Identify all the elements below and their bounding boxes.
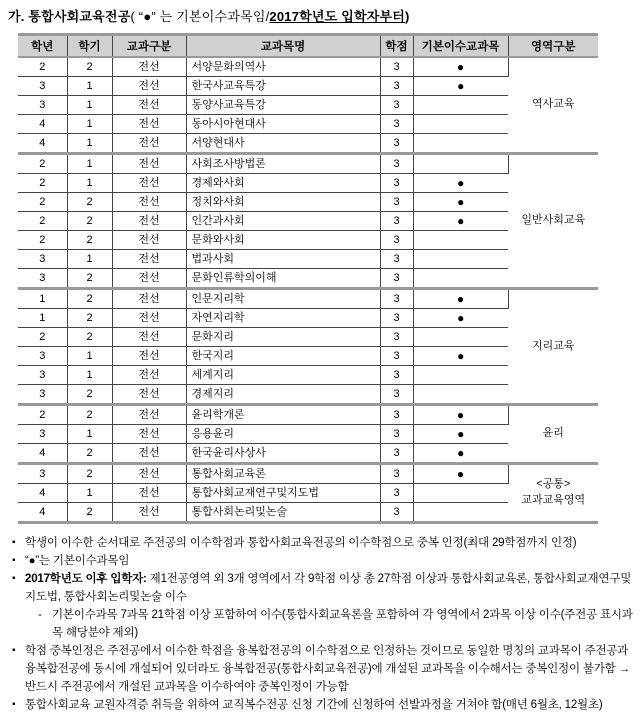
cell-credits: 3 <box>380 174 413 193</box>
cell-year: 3 <box>18 250 67 269</box>
cell-year: 3 <box>18 425 67 444</box>
footnote-text: 학생이 이수한 순서대로 주전공의 이수학점과 통합사회교육전공의 이수학점으로 중복 인정(최대 29학점까지 인정) <box>25 537 577 549</box>
cell-semester: 1 <box>67 115 112 134</box>
cell-course-name: 한국윤리사상사 <box>186 444 380 464</box>
cell-basic-marker <box>413 269 508 289</box>
cell-semester: 2 <box>67 444 112 464</box>
cell-year: 4 <box>18 134 67 154</box>
cell-course-name: 응용윤리 <box>186 425 380 444</box>
title-suffix: ) <box>405 9 410 24</box>
footnote <box>12 696 634 714</box>
cell-category: 전선 <box>112 347 186 366</box>
cell-course-name: 세계지리 <box>186 366 380 385</box>
cell-semester: 2 <box>67 385 112 405</box>
cell-area: 윤리 <box>508 405 598 464</box>
cell-category: 전선 <box>112 154 186 174</box>
cell-basic-marker: ● <box>413 405 508 425</box>
footnote <box>12 552 634 570</box>
cell-semester: 2 <box>67 503 112 523</box>
table-row <box>18 154 598 174</box>
cell-basic-marker <box>413 484 508 503</box>
table-row <box>18 57 598 77</box>
cell-basic-marker <box>413 134 508 154</box>
cell-year: 3 <box>18 385 67 405</box>
cell-semester: 2 <box>67 289 112 309</box>
cell-category: 전선 <box>112 193 186 212</box>
cell-credits: 3 <box>380 444 413 464</box>
cell-category: 전선 <box>112 250 186 269</box>
cell-semester: 2 <box>67 57 112 77</box>
cell-basic-marker <box>413 366 508 385</box>
cell-year: 1 <box>18 309 67 328</box>
cell-semester: 2 <box>67 328 112 347</box>
cell-credits: 3 <box>380 328 413 347</box>
footnote-text: 학점 중복인정은 주전공에서 이수한 학점을 융복합전공의 이수학점으로 인정하는 것이므로 동일한 명칭의 교과목이 주전공과 융복합전공에 동시에 개설되어 있더라도 융복합전공(통합사회교육전공)에 개설된 교과목을 이수해서는 중복인정이 불가함 → 반드시 주전공에서 개설된 교과목을 이수하여야 중복인정이 가능함 <box>25 645 630 693</box>
cell-course-name: 통합사회교재연구및지도법 <box>186 484 380 503</box>
cell-course-name: 통합사회논리및논술 <box>186 503 380 523</box>
cell-credits: 3 <box>380 115 413 134</box>
curriculum-table-body <box>18 57 598 523</box>
cell-year: 2 <box>18 193 67 212</box>
column-header-3: 교과목명 <box>186 35 380 58</box>
cell-credits: 3 <box>380 484 413 503</box>
footnote <box>12 642 634 696</box>
column-header-2: 교과구분 <box>112 35 186 58</box>
cell-course-name: 정치와사회 <box>186 193 380 212</box>
cell-basic-marker <box>413 231 508 250</box>
cell-course-name: 문화지리 <box>186 328 380 347</box>
cell-area: <공통> 교과교육영역 <box>508 464 598 523</box>
cell-course-name: 한국사교육특강 <box>186 77 380 96</box>
cell-basic-marker: ● <box>413 464 508 484</box>
cell-year: 2 <box>18 57 67 77</box>
column-header-4: 학점 <box>380 35 413 58</box>
cell-course-name: 경제지리 <box>186 385 380 405</box>
cell-credits: 3 <box>380 134 413 154</box>
cell-course-name: 자연지리학 <box>186 309 380 328</box>
cell-basic-marker: ● <box>413 57 508 77</box>
square-bullet-icon: ▪ <box>12 573 16 584</box>
cell-category: 전선 <box>112 464 186 484</box>
cell-basic-marker <box>413 503 508 523</box>
cell-basic-marker: ● <box>413 425 508 444</box>
cell-credits: 3 <box>380 269 413 289</box>
cell-basic-marker <box>413 115 508 134</box>
cell-semester: 1 <box>67 134 112 154</box>
curriculum-table <box>18 33 598 524</box>
footnote-text: 기본이수과목 7과목 21학점 이상 포함하여 이수(통합사회교육론을 포함하여 각 영역에서 2과목 이상 이수(주전공 표시과목 해당분야 제외) <box>52 609 633 639</box>
cell-year: 3 <box>18 269 67 289</box>
cell-course-name: 서양현대사 <box>186 134 380 154</box>
cell-semester: 1 <box>67 77 112 96</box>
cell-semester: 2 <box>67 309 112 328</box>
cell-credits: 3 <box>380 503 413 523</box>
cell-credits: 3 <box>380 212 413 231</box>
cell-semester: 2 <box>67 405 112 425</box>
cell-category: 전선 <box>112 231 186 250</box>
cell-semester: 1 <box>67 174 112 193</box>
cell-semester: 1 <box>67 425 112 444</box>
cell-semester: 1 <box>67 484 112 503</box>
cell-category: 전선 <box>112 174 186 193</box>
cell-course-name: 통합사회교육론 <box>186 464 380 484</box>
cell-course-name: 동아시아현대사 <box>186 115 380 134</box>
cell-semester: 1 <box>67 250 112 269</box>
cell-course-name: 동양사교육특강 <box>186 96 380 115</box>
cell-year: 2 <box>18 154 67 174</box>
cell-category: 전선 <box>112 96 186 115</box>
cell-credits: 3 <box>380 250 413 269</box>
cell-semester: 1 <box>67 347 112 366</box>
cell-credits: 3 <box>380 193 413 212</box>
cell-category: 전선 <box>112 425 186 444</box>
cell-category: 전선 <box>112 212 186 231</box>
cell-credits: 3 <box>380 425 413 444</box>
cell-semester: 2 <box>67 231 112 250</box>
cell-credits: 3 <box>380 385 413 405</box>
cell-credits: 3 <box>380 77 413 96</box>
title-emph: 2017학년도 입학자부터 <box>269 9 406 24</box>
cell-basic-marker: ● <box>413 309 508 328</box>
cell-course-name: 법과사회 <box>186 250 380 269</box>
cell-year: 2 <box>18 405 67 425</box>
cell-credits: 3 <box>380 464 413 484</box>
cell-credits: 3 <box>380 231 413 250</box>
cell-year: 4 <box>18 484 67 503</box>
cell-category: 전선 <box>112 385 186 405</box>
cell-year: 2 <box>18 212 67 231</box>
cell-course-name: 경제와사회 <box>186 174 380 193</box>
column-header-5: 기본이수교과목 <box>413 35 508 58</box>
cell-credits: 3 <box>380 289 413 309</box>
cell-year: 4 <box>18 444 67 464</box>
cell-year: 3 <box>18 464 67 484</box>
cell-semester: 2 <box>67 269 112 289</box>
cell-year: 4 <box>18 503 67 523</box>
cell-credits: 3 <box>380 366 413 385</box>
footnote-text: “●”는 기본이수과목임 <box>25 555 130 567</box>
cell-category: 전선 <box>112 57 186 77</box>
cell-basic-marker: ● <box>413 444 508 464</box>
cell-year: 2 <box>18 328 67 347</box>
cell-basic-marker <box>413 385 508 405</box>
cell-basic-marker: ● <box>413 193 508 212</box>
cell-credits: 3 <box>380 96 413 115</box>
cell-year: 3 <box>18 366 67 385</box>
cell-year: 3 <box>18 347 67 366</box>
cell-basic-marker <box>413 154 508 174</box>
cell-year: 3 <box>18 77 67 96</box>
cell-credits: 3 <box>380 154 413 174</box>
cell-basic-marker: ● <box>413 289 508 309</box>
footnote-text: 제1전공영역 외 3개 영역에서 각 9학점 이상 총 27학점 이상과 통합사회교육론, 통합사회교재연구및지도법, 통합사회논리및논술 이수 <box>25 573 632 603</box>
cell-course-name: 문화인류학의이해 <box>186 269 380 289</box>
dash-bullet-icon: - <box>38 609 42 621</box>
table-row <box>18 289 598 309</box>
cell-basic-marker: ● <box>413 347 508 366</box>
footnote <box>12 534 634 552</box>
cell-course-name: 서양문화의역사 <box>186 57 380 77</box>
cell-credits: 3 <box>380 347 413 366</box>
cell-course-name: 인간과사회 <box>186 212 380 231</box>
cell-category: 전선 <box>112 444 186 464</box>
table-row <box>18 464 598 484</box>
cell-credits: 3 <box>380 57 413 77</box>
page-title <box>8 6 634 25</box>
cell-course-name: 문화와사회 <box>186 231 380 250</box>
cell-area: 역사교육 <box>508 57 598 154</box>
footnote-text: 통합사회교육 교원자격증 취득을 위하여 교직복수전공 신청 기간에 신청하여 선발과정을 거쳐야 함(매년 6월초, 12월초) <box>25 699 603 711</box>
cell-semester: 1 <box>67 154 112 174</box>
cell-area: 일반사회교육 <box>508 154 598 289</box>
cell-basic-marker <box>413 328 508 347</box>
footnote <box>12 570 634 606</box>
cell-category: 전선 <box>112 405 186 425</box>
footnotes <box>12 534 634 714</box>
square-bullet-icon: ▪ <box>12 699 16 710</box>
cell-semester: 2 <box>67 464 112 484</box>
cell-basic-marker: ● <box>413 212 508 231</box>
cell-category: 전선 <box>112 269 186 289</box>
cell-course-name: 윤리학개론 <box>186 405 380 425</box>
cell-category: 전선 <box>112 289 186 309</box>
cell-year: 2 <box>18 231 67 250</box>
cell-category: 전선 <box>112 134 186 154</box>
cell-area: 지리교육 <box>508 289 598 405</box>
column-header-6: 영역구분 <box>508 35 598 58</box>
cell-semester: 1 <box>67 366 112 385</box>
cell-category: 전선 <box>112 366 186 385</box>
cell-credits: 3 <box>380 405 413 425</box>
cell-category: 전선 <box>112 309 186 328</box>
cell-category: 전선 <box>112 328 186 347</box>
title-mid: ( “●” 는 기본이수과목임/ <box>130 9 270 24</box>
cell-category: 전선 <box>112 484 186 503</box>
cell-basic-marker: ● <box>413 77 508 96</box>
square-bullet-icon: ▪ <box>12 555 16 566</box>
curriculum-table-header-row <box>18 35 598 58</box>
cell-category: 전선 <box>112 77 186 96</box>
cell-semester: 2 <box>67 193 112 212</box>
cell-semester: 1 <box>67 96 112 115</box>
cell-course-name: 한국지리 <box>186 347 380 366</box>
cell-year: 3 <box>18 96 67 115</box>
square-bullet-icon: ▪ <box>12 537 16 548</box>
footnote-text: 2017학년도 이후 입학자: <box>25 573 147 585</box>
cell-basic-marker <box>413 250 508 269</box>
cell-basic-marker <box>413 96 508 115</box>
cell-category: 전선 <box>112 503 186 523</box>
cell-basic-marker: ● <box>413 174 508 193</box>
cell-credits: 3 <box>380 309 413 328</box>
cell-year: 1 <box>18 289 67 309</box>
title-prefix: 가. 통합사회교육전공 <box>8 9 131 24</box>
column-header-1: 학기 <box>67 35 112 58</box>
square-bullet-icon: ▪ <box>12 645 16 656</box>
cell-year: 4 <box>18 115 67 134</box>
cell-year: 2 <box>18 174 67 193</box>
column-header-0: 학년 <box>18 35 67 58</box>
table-row <box>18 405 598 425</box>
cell-course-name: 인문지리학 <box>186 289 380 309</box>
cell-category: 전선 <box>112 115 186 134</box>
cell-course-name: 사회조사방법론 <box>186 154 380 174</box>
footnote <box>12 606 634 642</box>
cell-semester: 2 <box>67 212 112 231</box>
